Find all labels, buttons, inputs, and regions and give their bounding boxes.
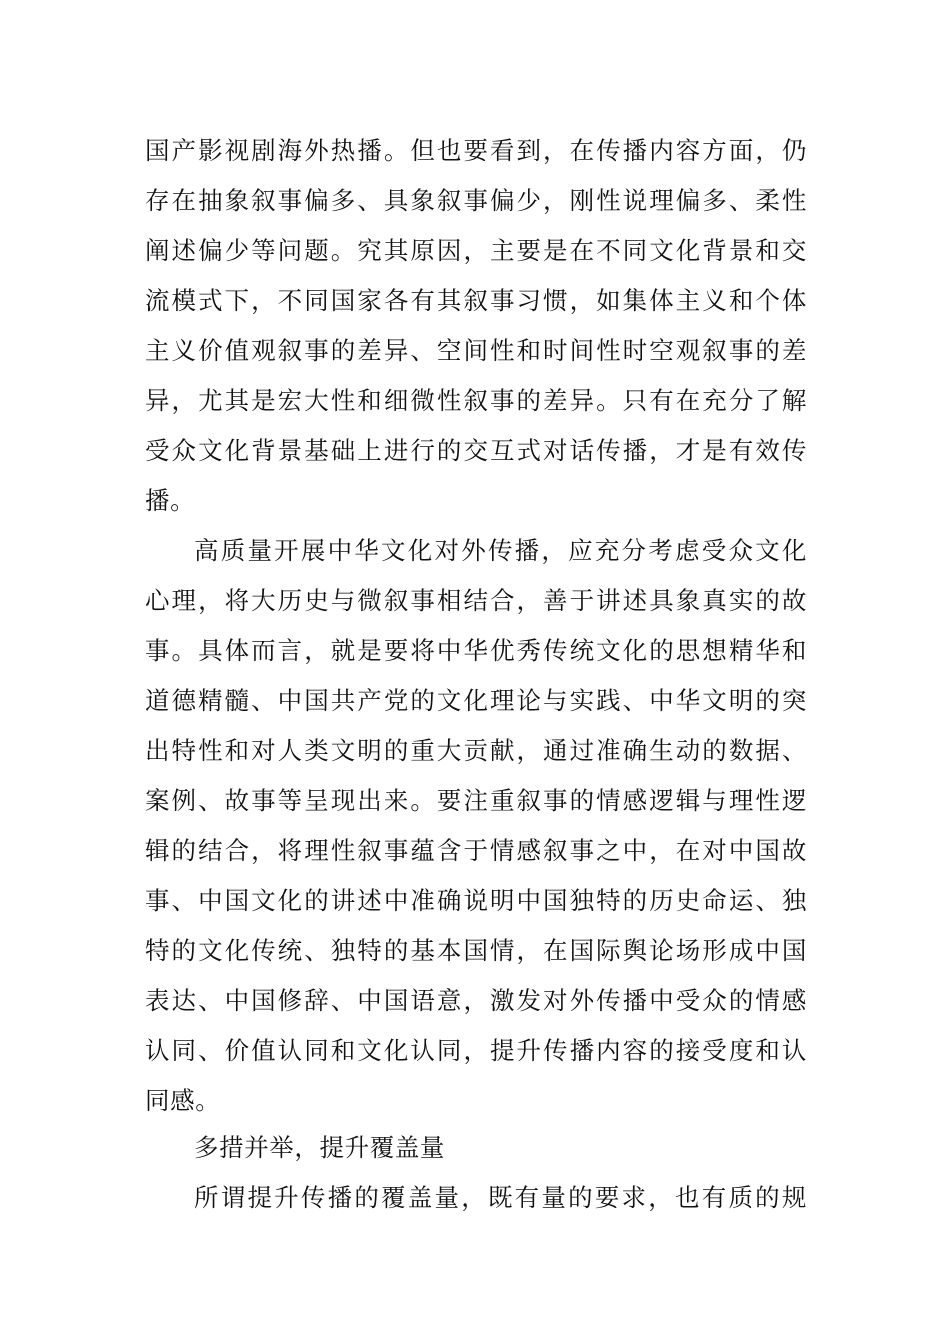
text-line: 异，尤其是宏大性和细微性叙事的差异。只有在充分了解: [145, 386, 807, 415]
text-line: 辑的结合，将理性叙事蕴含于情感叙事之中，在对中国故: [145, 836, 807, 865]
text-line: 道德精髓、中国共产党的文化理论与实践、中华文明的突: [145, 686, 807, 715]
text-line: 心理，将大历史与微叙事相结合，善于讲述具象真实的故: [145, 586, 807, 615]
text-line: 主义价值观叙事的差异、空间性和时间性时空观叙事的差: [145, 336, 807, 365]
text-line: 高质量开展中华文化对外传播，应充分考虑受众文化: [194, 536, 807, 565]
text-line: 案例、故事等呈现出来。要注重叙事的情感逻辑与理性逻: [145, 786, 807, 815]
text-line: 事。具体而言，就是要将中华优秀传统文化的思想精华和: [145, 636, 807, 665]
text-line: 特的文化传统、独特的基本国情，在国际舆论场形成中国: [145, 936, 807, 965]
text-line: 阐述偏少等问题。究其原因，主要是在不同文化背景和交: [145, 236, 807, 265]
section-heading: 多措并举，提升覆盖量: [194, 1133, 445, 1162]
text-line: 事、中国文化的讲述中准确说明中国独特的历史命运、独: [145, 886, 807, 915]
text-line: 流模式下，不同国家各有其叙事习惯，如集体主义和个体: [145, 286, 807, 315]
text-line: 出特性和对人类文明的重大贡献，通过准确生动的数据、: [145, 736, 807, 765]
text-line: 所谓提升传播的覆盖量，既有量的要求，也有质的规: [194, 1183, 807, 1212]
text-line: 受众文化背景基础上进行的交互式对话传播，才是有效传: [145, 436, 807, 465]
text-line: 播。: [145, 486, 196, 515]
text-line: 国产影视剧海外热播。但也要看到，在传播内容方面，仍: [145, 136, 807, 165]
text-line: 表达、中国修辞、中国语意，激发对外传播中受众的情感: [145, 986, 807, 1015]
text-line: 认同、价值认同和文化认同，提升传播内容的接受度和认: [145, 1036, 807, 1065]
text-line: 同感。: [145, 1086, 221, 1115]
text-line: 存在抽象叙事偏多、具象叙事偏少，刚性说理偏多、柔性: [145, 186, 807, 215]
